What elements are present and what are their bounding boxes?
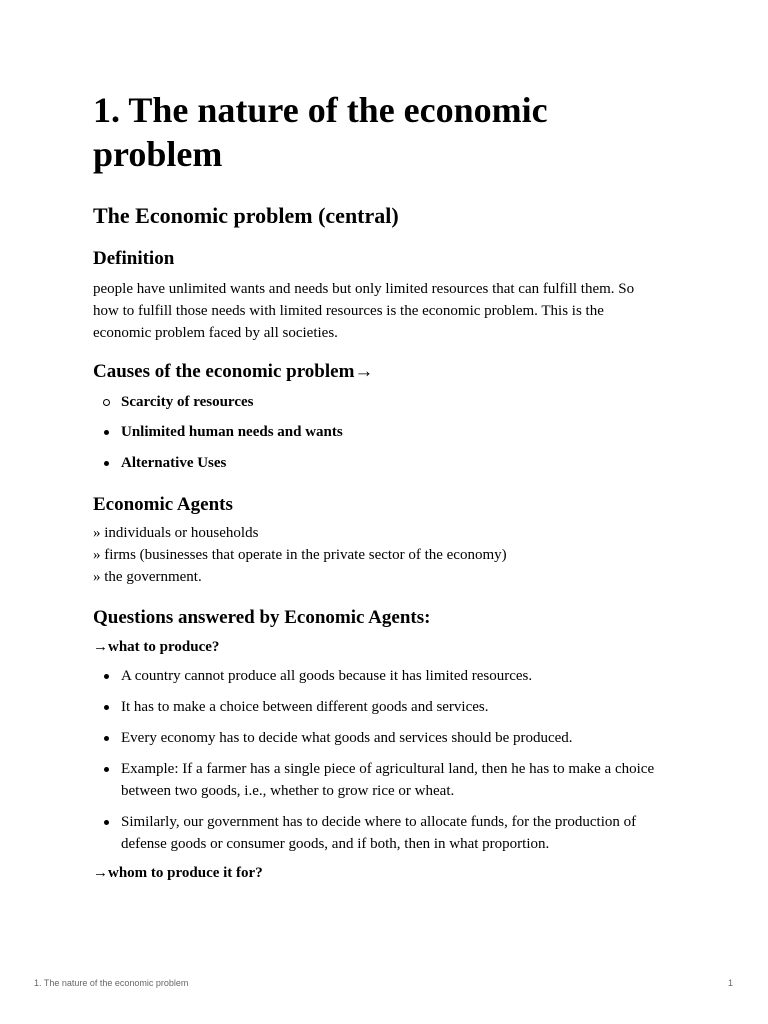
list-item: Every economy has to decide what goods and services should be produced. <box>93 727 673 749</box>
questions-heading: Questions answered by Economic Agents: <box>93 607 431 628</box>
list-item: Unlimited human needs and wants <box>93 421 673 443</box>
question-what: →what to produce? <box>93 639 220 655</box>
bullet-icon <box>104 461 109 466</box>
definition-text: people have unlimited wants and needs but only limited resources that can fulfill them. So how to fulfill those needs with limited resources is the economic problem. This is the economic problem faced by all societies. <box>93 281 635 341</box>
list-item: Alternative Uses <box>93 452 673 474</box>
agents-heading: Economic Agents <box>93 494 233 515</box>
agent-line: » individuals or households <box>93 525 259 541</box>
definition-heading: Definition <box>93 248 175 269</box>
bullet-icon <box>104 430 109 435</box>
bullet-icon <box>104 820 109 825</box>
bullet-icon <box>104 674 109 679</box>
list-item: Scarcity of resources <box>93 391 673 413</box>
list-item: A country cannot produce all goods because it has limited resources. <box>93 665 673 687</box>
causes-list <box>93 391 673 483</box>
list-item: Example: If a farmer has a single piece of agricultural land, then he has to make a choice between two goods, i.e., whether to grow rice or wheat. <box>93 758 673 802</box>
what-to-produce-list <box>93 665 673 864</box>
page-title: 1. The nature of the economic problem <box>93 90 548 174</box>
agent-line: » firms (businesses that operate in the private sector of the economy) <box>93 547 507 563</box>
section-heading: The Economic problem (central) <box>93 203 399 228</box>
causes-heading: Causes of the economic problem→ <box>93 361 374 382</box>
list-item: It has to make a choice between different goods and services. <box>93 696 673 718</box>
hollow-bullet-icon <box>103 399 110 406</box>
bullet-icon <box>104 705 109 710</box>
page-number: 1 <box>728 978 734 988</box>
bullet-icon <box>104 767 109 772</box>
footer-title: 1. The nature of the economic problem <box>34 978 189 988</box>
bullet-icon <box>104 736 109 741</box>
list-item: Similarly, our government has to decide where to allocate funds, for the production of defense goods or consumer goods, and if both, then in what proportion. <box>93 811 673 855</box>
agent-line: » the government. <box>93 569 202 585</box>
question-whom: →whom to produce it for? <box>93 865 263 881</box>
agents-lines <box>93 522 507 588</box>
